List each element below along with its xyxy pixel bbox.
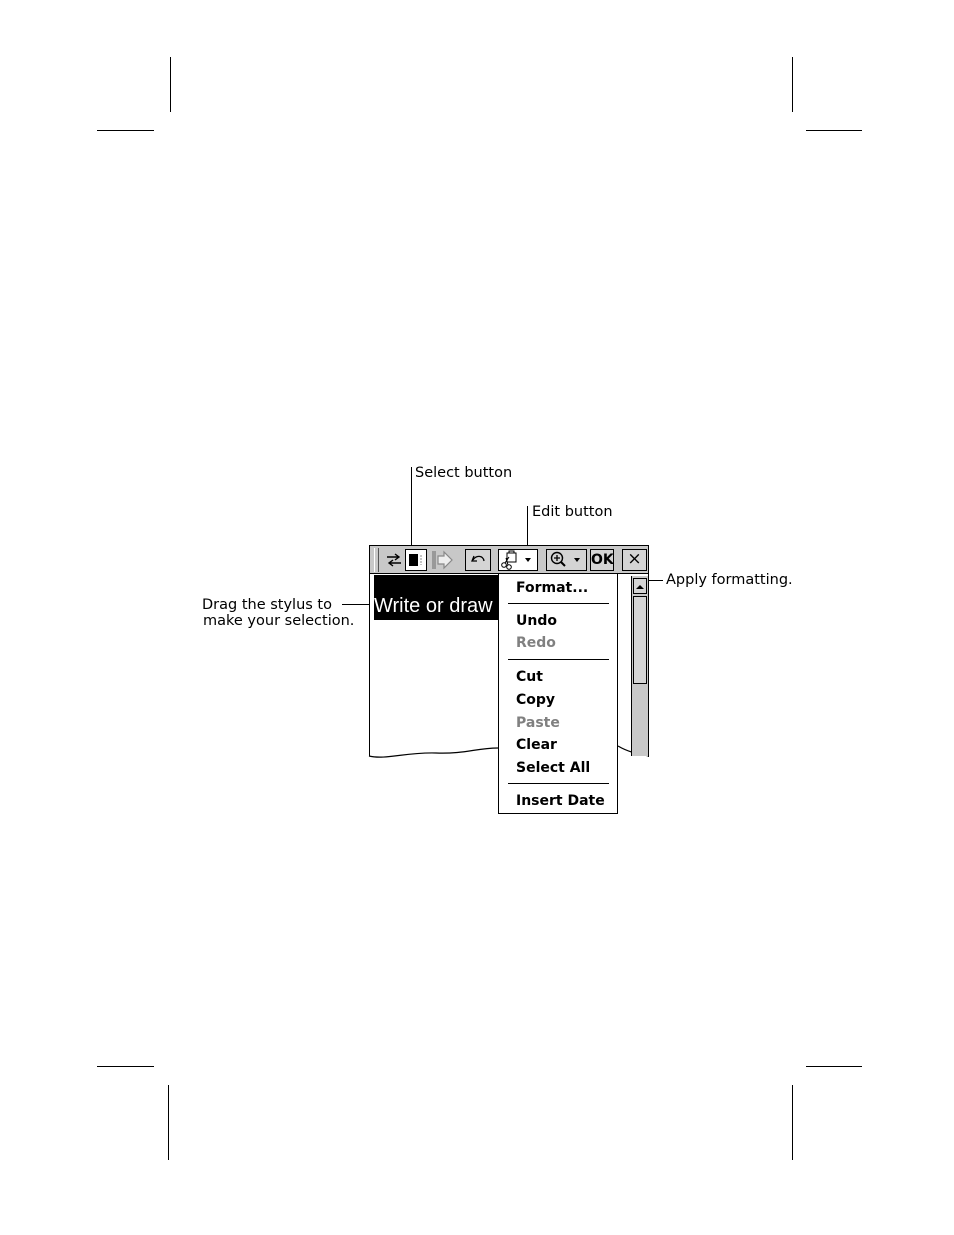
undo-button[interactable]	[465, 549, 491, 571]
crop-mark-top-left-h	[97, 130, 154, 131]
close-button[interactable]	[622, 549, 647, 571]
select-button[interactable]	[405, 549, 427, 571]
undo-icon	[466, 550, 490, 570]
edit-icon	[499, 550, 537, 570]
text-selection[interactable]	[374, 575, 499, 620]
menu-item-copy[interactable]: Copy	[516, 692, 556, 708]
zoom-button[interactable]	[546, 549, 587, 571]
select-button-leader	[411, 467, 412, 550]
menu-item-clear[interactable]: Clear	[516, 737, 557, 753]
crop-mark-top-left-v	[170, 57, 171, 112]
vertical-scrollbar[interactable]	[631, 576, 648, 756]
grip-icon[interactable]	[374, 548, 379, 572]
triangle-up-icon	[634, 580, 646, 594]
forward-button[interactable]	[430, 549, 456, 571]
menu-item-paste: Paste	[516, 715, 560, 731]
menu-separator	[508, 659, 609, 660]
apply-formatting-callout: Apply formatting.	[666, 572, 793, 588]
scroll-up-button[interactable]	[633, 578, 647, 594]
edit-button[interactable]	[498, 549, 538, 571]
forward-icon	[430, 549, 456, 571]
swap-button[interactable]	[384, 549, 404, 571]
drag-callout-line2: make your selection.	[203, 613, 355, 629]
close-icon: ×	[627, 549, 642, 569]
menu-item-insert-date[interactable]: Insert Date	[516, 793, 605, 809]
crop-mark-top-right-h	[806, 130, 862, 131]
menu-separator	[508, 783, 609, 784]
edit-button-leader	[527, 506, 528, 550]
crop-mark-top-right-v	[792, 57, 793, 112]
scroll-thumb[interactable]	[633, 596, 647, 684]
edit-menu	[498, 573, 618, 814]
menu-item-format[interactable]: Format...	[516, 580, 589, 596]
zoom-icon	[547, 550, 587, 570]
crop-mark-bottom-left-h	[97, 1066, 154, 1067]
menu-item-redo: Redo	[516, 635, 556, 651]
menu-item-undo[interactable]: Undo	[516, 613, 557, 629]
swap-icon	[384, 549, 404, 571]
crop-mark-bottom-right-v	[792, 1085, 793, 1160]
select-icon	[406, 550, 426, 570]
menu-separator	[508, 603, 609, 604]
ok-button[interactable]	[590, 549, 614, 571]
edit-button-callout: Edit button	[532, 504, 613, 520]
drag-callout-leader	[342, 604, 372, 605]
crop-mark-bottom-left-v	[168, 1085, 169, 1160]
drag-callout-line1: Drag the stylus to	[202, 597, 332, 613]
ok-label: OK	[591, 552, 614, 568]
selected-text: Write or draw	[374, 595, 493, 617]
crop-mark-bottom-right-h	[806, 1066, 862, 1067]
menu-item-cut[interactable]: Cut	[516, 669, 543, 685]
select-button-callout: Select button	[415, 465, 513, 481]
toolbar	[369, 545, 649, 574]
menu-item-select-all[interactable]: Select All	[516, 760, 591, 776]
